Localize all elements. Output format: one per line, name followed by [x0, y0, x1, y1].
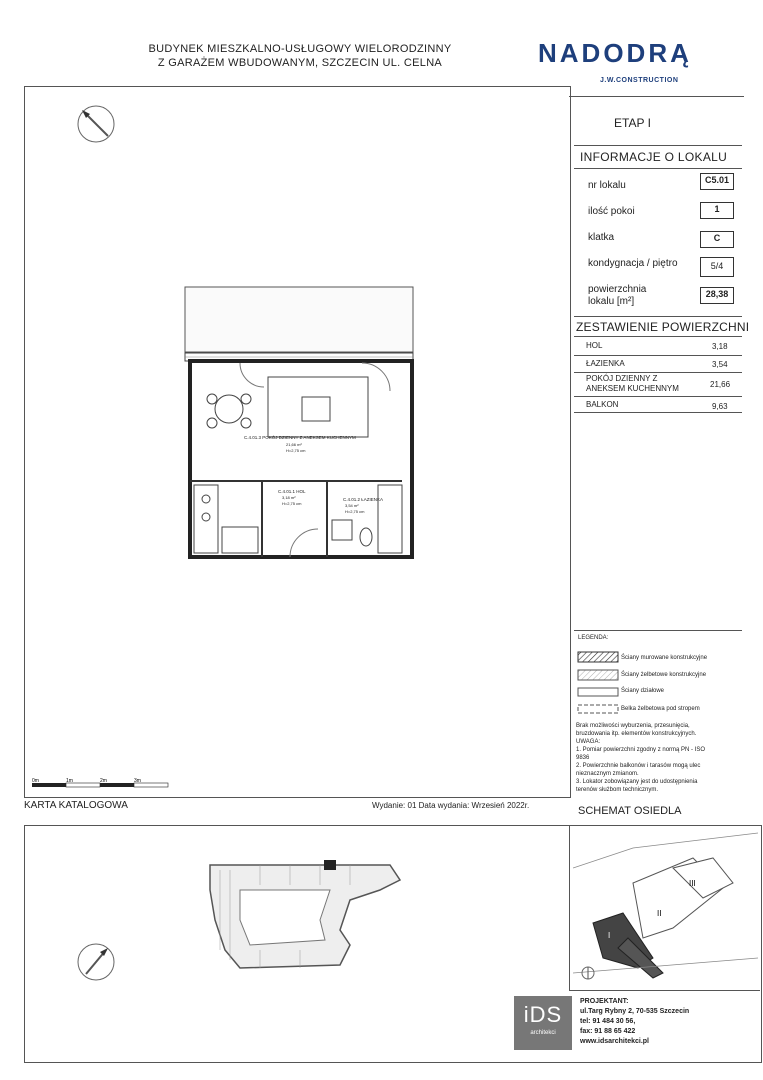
info-title: INFORMACJE O LOKALU	[580, 150, 728, 164]
room1-label: C.4.01.3 POKÓJ DZIENNY Z ANEKSEM KUCHENNYM	[244, 435, 356, 440]
document-title	[110, 42, 490, 70]
brand-logo-sub: J.W.CONSTRUCTION	[600, 77, 679, 84]
schema-label-2: II	[657, 909, 662, 918]
row-value-rooms: 1	[700, 202, 734, 219]
designer-block: PROJEKTANT: ul.Targ Rybny 2, 70-535 Szczecin tel: 91 484 30 56, fax: 91 88 65 422 www.idsarchitekci.pl	[580, 998, 690, 1045]
row-value-floor: 5/4	[700, 257, 734, 277]
divider	[569, 96, 744, 97]
divider	[574, 412, 742, 413]
legend-item: Ściany żelbetowe konstrukcyjne	[621, 672, 707, 678]
divider	[574, 372, 742, 373]
row-label-rooms: ilość pokoi	[588, 206, 635, 217]
room2-label: C.4.01.1 HOL	[278, 489, 306, 494]
card-title: KARTA KATALOGOWA	[24, 800, 128, 811]
title-line-2: Z GARAŻEM WBUDOWANYM, SZCZECIN UL. CELNA	[157, 57, 443, 69]
area-name-balcony: BALKON	[586, 400, 619, 409]
room1-height: H=2,75 cm	[286, 448, 306, 453]
area-value-hol: 3,18	[712, 342, 728, 351]
stage-label: ETAP I	[614, 116, 651, 130]
row-label-floor: kondygnacja / piętro	[588, 258, 678, 269]
area-value-balcony: 9,63	[712, 402, 728, 411]
divider	[574, 396, 742, 397]
area-value-bath: 3,54	[712, 360, 728, 369]
area-title: ZESTAWIENIE POWIERZCHNI	[576, 320, 750, 334]
north-arrow-icon	[76, 942, 116, 982]
brand-logo: NADODRĄ	[538, 38, 692, 68]
divider	[574, 316, 742, 317]
area-name-living: POKÓJ DZIENNY Z ANEKSEM KUCHENNYM	[586, 374, 679, 393]
room2-area: 3,18 m²	[282, 495, 296, 500]
schema-label-3: III	[689, 879, 696, 888]
row-label-nr: nr lokalu	[588, 180, 626, 191]
scale-1: 1m	[66, 778, 73, 784]
area-name-bath: ŁAZIENKA	[586, 359, 625, 368]
north-arrow-icon	[76, 104, 116, 144]
scale-3: 3m	[134, 778, 141, 784]
room3-height: H=2,75 cm	[345, 509, 365, 514]
floor-plan	[182, 285, 418, 560]
schema-title: SCHEMAT OSIEDLA	[578, 805, 682, 817]
schema-label-1: I	[608, 931, 611, 940]
row-value-area: 28,38	[700, 287, 734, 304]
row-value-stair: C	[700, 231, 734, 248]
divider	[574, 355, 742, 356]
site-plan	[200, 850, 410, 975]
divider	[574, 336, 742, 337]
legend-item: Belka żelbetowa pod stropem	[621, 706, 700, 712]
divider	[569, 990, 760, 991]
room3-label: C.4.01.2 ŁAZIENKA	[343, 497, 384, 502]
divider	[569, 825, 570, 990]
scale-bar	[30, 776, 180, 790]
title-line-1: BUDYNEK MIESZKALNO-USŁUGOWY WIELORODZINNY	[148, 43, 452, 55]
divider	[574, 145, 742, 146]
estate-schema	[573, 828, 758, 988]
legend-title: LEGENDA:	[578, 635, 609, 641]
row-value-nr: C5.01	[700, 173, 734, 190]
divider	[574, 168, 742, 169]
row-label-stair: klatka	[588, 232, 615, 243]
legend-item: Ściany działowe	[621, 688, 665, 694]
edition-info: Wydanie: 01 Data wydania: Wrzesień 2022r.	[372, 801, 530, 810]
legend-item: Ściany murowane konstrukcyjne	[621, 655, 708, 661]
area-name-hol: HOL	[586, 341, 603, 350]
room3-area: 3,54 m²	[345, 503, 359, 508]
row-label-area: powierzchnia lokalu [m²]	[588, 284, 647, 307]
room1-area: 21,66 m²	[286, 442, 302, 447]
legend-swatches	[577, 650, 621, 722]
divider	[574, 630, 742, 631]
scale-2: 2m	[100, 778, 107, 784]
area-value-living: 21,66	[710, 380, 731, 389]
room2-height: H=2,75 cm	[282, 501, 302, 506]
ids-logo: iDS architekci	[514, 996, 572, 1050]
scale-0: 0m	[32, 778, 39, 784]
notes: Brak możliwości wyburzenia, przesunięcia, bruzdowania itp. elementów konstrukcyjnych. UWAGA: 1. Pomiar powierzchni zgodny z normą PN - ISO 9836 2. Powierzchnie balkonów i tarasów mogą ulec nieznacznym zmianom. 3. Lokator zobowiązany jest do udostępnienia terenów służbom technicznym.	[576, 723, 706, 793]
